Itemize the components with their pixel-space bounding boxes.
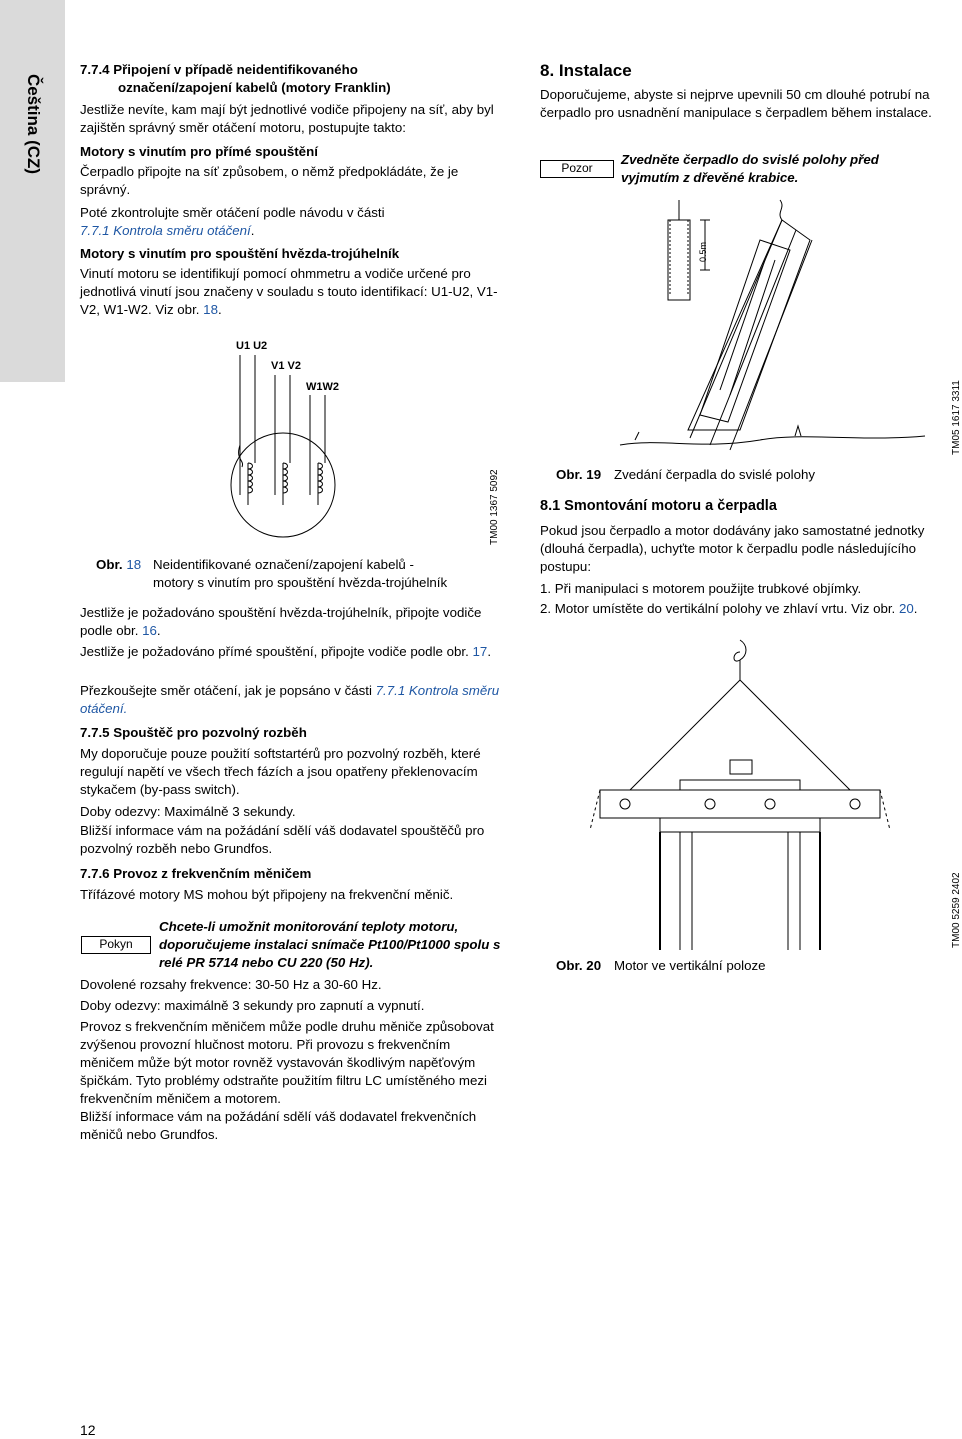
fig19-lifting-illustration (600, 200, 930, 455)
note-text: Chcete-li umožnit monitorování teploty motoru, doporučujeme instalaci snímače Pt100/Pt1000 spolu s relé PR 5714 nebo CU 220 (50 Hz). (159, 919, 501, 970)
section-775-p3: Bližší informace vám na požádání sdělí váš dodavatel spouštěčů pro pozvolný rozběh nebo Grundfos. (80, 823, 485, 856)
fig18-num: 18 (126, 557, 142, 572)
period: . (250, 223, 255, 238)
section-775-heading: 7.7.5 Spouštěč pro pozvolný rozběh (80, 725, 307, 740)
fig18-tm-code: TM00 1367 5092 (489, 469, 500, 545)
section-8-p1: Doporučujeme, abyste si nejprve upevnili 50 cm dlouhé potrubí na čerpadlo pro usnadnění manipulace s čerpadlem během instalace. (540, 87, 932, 120)
fig18-label-v: V1 V2 (271, 360, 301, 372)
link-fig-18[interactable]: 18 (203, 302, 218, 317)
fig18-caption-line1: Neidentifikované označení/zapojení kabelů - (153, 557, 414, 572)
link-771-rotation-check-2[interactable]: 7.7.1 Kontrola směru otáčení (80, 683, 500, 716)
section-776-p4: Provoz s frekvenčním měničem může podle druhu měniče způsobovat zvýšenou provozní hlučnost motoru. Při provozu s frekvenčním měničem může být motor rovněž vystavován škodlivým napěťovým špičkám. Tyto problémy odstraňte použitím filtru LC umístěného mezi frekvenčním měničem a motorem. (80, 1019, 494, 1106)
star-delta-paragraph (80, 265, 510, 319)
section-774-heading-line1: 7.7.4 Připojení v případě neidentifikovaného (80, 62, 358, 77)
fig19-caption (556, 466, 601, 484)
star-delta-connect-text: Jestliže je požadováno spouštění hvězda-trojúhelník, připojte vodiče podle obr. (80, 605, 482, 638)
star-delta-text: Vinutí motoru se identifikují pomocí ohmmetru a vodiče určené pro jednotlivá vinutí jsou značeny v souladu s touto identifikací: U1-U2, V1-V2, W1-W2. Viz obr. (80, 266, 498, 317)
fig20-vertical-motor-illustration (560, 640, 925, 950)
link-fig-20[interactable]: 20 (898, 601, 914, 616)
note-label: Pokyn (81, 936, 151, 954)
period: . (913, 601, 918, 616)
direct-check-paragraph (80, 204, 505, 240)
language-side-tab (0, 0, 65, 382)
section-776-heading: 7.7.6 Provoz z frekvenčním měničem (80, 866, 312, 881)
section-775-p1: My doporučuje pouze použití softstartérů pro pozvolný rozběh, které regulují napětí ve všech třech fázích a jsou opatřeny překlenovacím stykačem (by-pass switch). (80, 746, 481, 797)
caution-text: Zvedněte čerpadlo do svislé polohy před vyjmutím z dřevěné krabice. (621, 152, 879, 185)
section-776-p3: Doby odezvy: maximálně 3 sekundy pro zapnutí a vypnutí. (80, 998, 425, 1013)
fig19-tm-code: TM05 1617 3311 (951, 380, 962, 455)
section-776-p5: Bližší informace vám na požádání sdělí váš dodavatel frekvenčních měničů nebo Grundfos. (80, 1109, 477, 1142)
direct-connect-text: Jestliže je požadováno přímé spouštění, připojte vodiče podle obr. (80, 644, 469, 659)
fig19-caption-text: Zvedání čerpadla do svislé polohy (614, 467, 816, 482)
recheck-rotation: Přezkoušejte směr otáčení, jak je popsáno v části 7.7.1 Kontrola směru otáčení. (80, 683, 500, 716)
section-8-heading: 8. Instalace (540, 61, 632, 80)
direct-start-text: Čerpadlo připojte na síť způsobem, o němž předpokládáte, že je správný. (80, 164, 459, 197)
recheck-text: Přezkoušejte směr otáčení, jak je popsáno v části (80, 683, 372, 698)
section-774-heading-line2: označení/zapojení kabelů (motory Franklin) (118, 80, 391, 95)
section-776-p1: Třífázové motory MS mohou být připojeny na frekvenční měnič. (80, 887, 454, 902)
fig18-label-u: U1 U2 (236, 340, 268, 352)
page-number: 12 (80, 1422, 96, 1438)
fig19-obr: Obr. 19 (556, 467, 602, 482)
fig20-caption (556, 957, 601, 975)
section-81-step2 (540, 600, 960, 618)
fig18-winding-diagram (220, 335, 380, 545)
link-fig-16[interactable]: 16 (142, 623, 157, 638)
section-775-p2: Doby odezvy: Maximálně 3 sekundy. (80, 804, 296, 819)
link-fig-17[interactable]: 17 (472, 644, 488, 659)
fig20-tm-code: TM00 5259 2402 (951, 872, 962, 948)
link-771-rotation-check[interactable]: 7.7.1 Kontrola směru otáčení (80, 223, 251, 238)
fig18-caption (96, 556, 141, 574)
period: . (217, 302, 222, 317)
section-81-heading: 8.1 Smontování motoru a čerpadla (540, 498, 777, 514)
fig19-dimension: 0.5m (698, 241, 708, 262)
section-774-intro: Jestliže nevíte, kam mají být jednotlivé vodiče připojeny na síť, aby byl zajištěn správný směr otáčení motoru, postupujte takto: (80, 102, 494, 135)
direct-check-text: Poté zkontrolujte směr otáčení podle návodu v části (80, 205, 385, 220)
section-776-p2: Dovolené rozsahy frekvence: 30-50 Hz a 30-60 Hz. (80, 977, 382, 992)
fig18-caption-line2: motory s vinutím pro spouštění hvězda-trojúhelník (153, 575, 448, 590)
language-label: Čeština (CZ) (24, 73, 43, 175)
direct-connect: Jestliže je požadováno přímé spouštění, připojte vodiče podle obr. 17. (80, 644, 492, 659)
star-delta-heading: Motory s vinutím pro spouštění hvězda-trojúhelník (80, 246, 400, 261)
fig18-label-w: W1W2 (306, 381, 339, 393)
star-delta-connect: Jestliže je požadováno spouštění hvězda-trojúhelník, připojte vodiče podle obr. 16. (80, 605, 482, 638)
fig20-caption-text: Motor ve vertikální poloze (614, 958, 766, 973)
direct-start-heading: Motory s vinutím pro přímé spouštění (80, 144, 318, 159)
fig18-obr: Obr. (96, 557, 123, 572)
caution-label: Pozor (540, 160, 614, 178)
fig20-obr: Obr. 20 (556, 958, 602, 973)
section-81-step1: 1. Při manipulaci s motorem použijte trubkové objímky. (540, 581, 862, 596)
step2-text: 2. Motor umístěte do vertikální polohy ve zhlaví vrtu. Viz obr. (540, 601, 896, 616)
section-81-p1: Pokud jsou čerpadlo a motor dodávány jako samostatné jednotky (dlouhá čerpadla), uchyťte motor k čerpadlu podle následujícího postupu: (540, 523, 925, 574)
